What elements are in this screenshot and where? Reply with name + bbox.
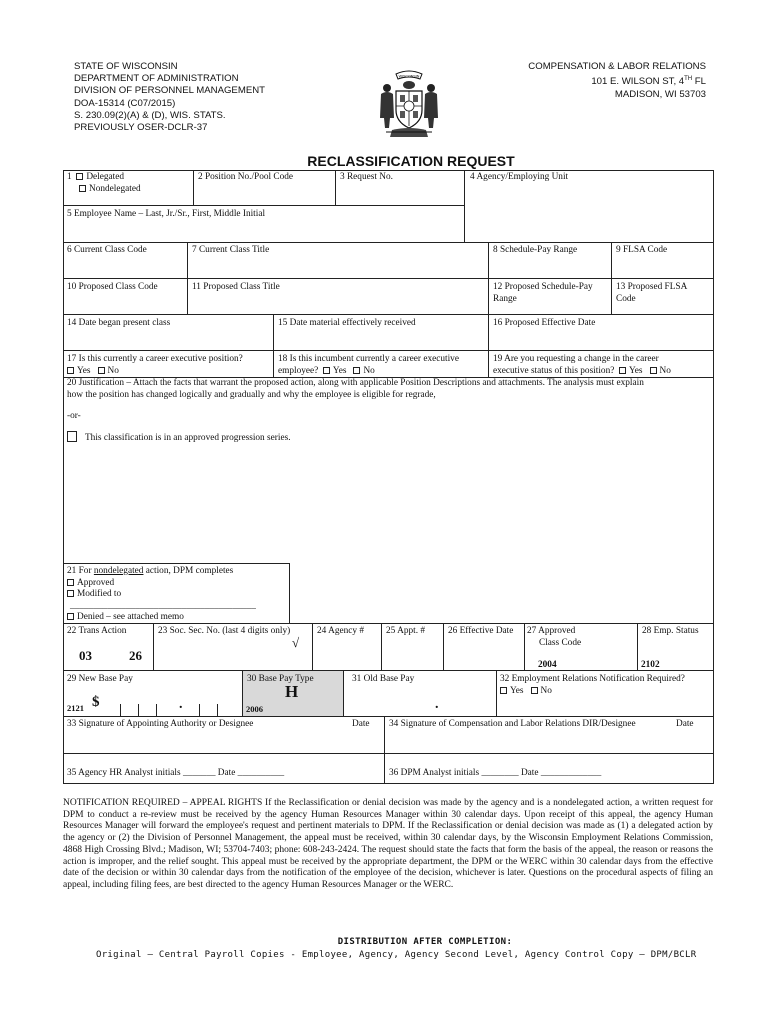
field-4-label: 4 Agency/Employing Unit (470, 172, 569, 182)
field-20-series[interactable]: This classification is in an approved progression series. (67, 431, 291, 445)
field-6-label: 6 Current Class Code (67, 245, 147, 255)
field-19-label: 19 Are you requesting a change in the career executive status of this position? Yes No (493, 354, 671, 376)
grid-line (63, 350, 714, 351)
field-34-date: Date (676, 719, 694, 729)
field-5-label: 5 Employee Name – Last, Jr./Sr., First, Middle Initial (67, 209, 266, 219)
checkbox-icon[interactable] (67, 367, 74, 374)
field-30-value: H (285, 682, 299, 701)
header-left-line: DEPARTMENT OF ADMINISTRATION (74, 73, 239, 85)
grid-line (384, 716, 385, 783)
dollar-sign: $ (92, 694, 100, 710)
header-right-line: COMPENSATION & LABOR RELATIONS (528, 61, 706, 72)
checkbox-icon[interactable] (76, 173, 83, 180)
grid-line (637, 623, 638, 670)
field-24-label: 24 Agency # (317, 626, 364, 636)
field-3-label: 3 Request No. (340, 172, 393, 182)
field-16-label: 16 Proposed Effective Date (493, 318, 596, 328)
grid-line (524, 623, 525, 670)
grid-line (153, 623, 154, 670)
grid-line (187, 242, 188, 314)
field-2-label: 2 Position No./Pool Code (198, 172, 294, 182)
field-20-or: -or- (67, 411, 81, 421)
field-23-label: 23 Soc. Sec. No. (last 4 digits only) (158, 626, 291, 636)
field-12-label: 12 Proposed Schedule-Pay Range (493, 282, 593, 304)
grid-line (343, 670, 344, 716)
field-27-code: 2004 (538, 660, 557, 670)
checkbox-icon[interactable] (531, 687, 538, 694)
grid-line (611, 242, 612, 314)
grid-line (381, 623, 382, 670)
grid-line (138, 704, 139, 716)
field-33-date: Date (352, 719, 370, 729)
checkbox-icon[interactable] (353, 367, 360, 374)
header-left-line: DOA-15314 (C07/2015) (74, 97, 176, 109)
distribution-title: DISTRIBUTION AFTER COMPLETION: (337, 937, 513, 947)
field-15-label: 15 Date material effectively received (278, 318, 416, 328)
grid-line (217, 704, 218, 716)
grid-line (63, 563, 289, 564)
grid-line (464, 170, 465, 242)
grid-line (713, 170, 714, 783)
checkbox-icon[interactable] (619, 367, 626, 374)
header-left-line: STATE OF WISCONSIN (74, 61, 178, 72)
checkbox-icon[interactable] (67, 579, 74, 586)
field-17-label: 17 Is this currently a career executive position? Yes No (67, 354, 243, 376)
field-1-nondelegated[interactable]: Nondelegated (79, 184, 141, 196)
grid-line (63, 205, 464, 206)
field-8-label: 8 Schedule-Pay Range (493, 245, 578, 255)
field-22-value-2: 26 (129, 648, 142, 663)
checkbox-icon[interactable] (650, 367, 657, 374)
field-30-label: 30 Base Pay Type (247, 674, 314, 684)
decimal-point: . (179, 697, 183, 712)
appeal-rights-notice: NOTIFICATION REQUIRED – APPEAL RIGHTS If the Reclassification or denial decision was made by the agency and is a nondelegated action, a written request for DPM to conduct a re-review must be received by the agency Human Resources Manager within 30 calendar days. Upon receipt of this appeal, the agency Human Resources Manager will forward the employee's request and pertinent materials to DPM. If the Reclassification or denial decision was made as (1) a delegated action by the agency or (2) the Division of Personnel Management, the appeal must be received, within 30 calendar days, by the Wisconsin Employment Relations Commission, 4868 High Crossing Blvd.; Madison, WI; 53704-7403; phone: 608-243-2424. The request should state the facts that form the basis of the appeal, the reason or reasons the action is improper, and the relief sought. This appeal must be received by the appropriate department, the DPM or the WERC within 30 calendar days from the effective date of the decision or within 30 calendar days from the notification of the employee of the decision, whichever is later. Questions on the procedural aspects of filing an appeal, including filing fees, are best directed to the agency Human Resources Manager or the WERC. (63, 798, 713, 890)
field-25-label: 25 Appt. # (386, 626, 425, 636)
grid-line (63, 314, 714, 315)
field-18-label: 18 Is this incumbent currently a career executive employee? Yes No (278, 354, 459, 376)
header-right-line: MADISON, WI 53703 (614, 88, 706, 100)
field-35-label: 35 Agency HR Analyst initials _______ Date __________ (67, 768, 285, 778)
field-13-label: 13 Proposed FLSA Code (616, 282, 688, 304)
grid-line (312, 623, 313, 670)
checkbox-icon[interactable] (79, 185, 86, 192)
checkbox-icon[interactable] (323, 367, 330, 374)
decimal-point: . (435, 697, 439, 712)
distribution-text: Original – Central Payroll Copies - Employee, Agency, Agency Second Level, Agency Control Copy – DPM/BCLR (96, 950, 697, 960)
checkbox-icon[interactable] (67, 613, 74, 620)
field-32-label: 32 Employment Relations Notification Required? Yes No (500, 674, 685, 696)
grid-line (335, 170, 336, 205)
header-left-line: PREVIOUSLY OSER-DCLR-37 (74, 122, 208, 134)
field-29-code: 2121 (67, 703, 84, 713)
grid-line (63, 170, 64, 783)
grid-line (273, 314, 274, 377)
checkbox-icon[interactable] (98, 367, 105, 374)
grid-line (156, 704, 157, 716)
field-29-label: 29 New Base Pay (67, 674, 133, 684)
grid-line (120, 704, 121, 716)
field-36-label: 36 DPM Analyst initials ________ Date _____________ (389, 768, 602, 778)
field-7-label: 7 Current Class Title (192, 245, 270, 255)
checkbox-icon[interactable] (67, 431, 77, 442)
field-28-code: 2102 (641, 660, 660, 670)
field-20-label: 20 Justification – Attach the facts that warrant the proposed action, along with applicable Position Descriptions and attachments. The analysis must explain how the position has changed logically and gradually and why the employee is eligible for regrade, (67, 378, 644, 400)
field-1-delegated[interactable]: 1 Delegated (67, 172, 124, 182)
checkbox-icon[interactable] (67, 590, 74, 597)
form-title: RECLASSIFICATION REQUEST (307, 153, 515, 169)
grid-line (289, 563, 290, 623)
grid-line (488, 242, 489, 377)
grid-line (63, 278, 714, 279)
grid-line (63, 753, 714, 754)
field-34-label: 34 Signature of Compensation and Labor Relations DIR/Designee (389, 719, 636, 729)
grid-line (63, 716, 714, 717)
grid-line (63, 670, 714, 671)
header-left-line: S. 230.09(2)(A) & (D), WIS. STATS. (74, 109, 226, 121)
check-mark-icon: √ (292, 635, 300, 650)
grid-line (199, 704, 200, 716)
field-21: 21 For nondelegated action, DPM completes Approved Modified to ________________________________________ Denied – see attached memo (67, 566, 256, 622)
field-27-label: 27 Approved Class Code (527, 626, 582, 648)
field-30-code: 2006 (246, 704, 263, 714)
grid-line (496, 670, 497, 716)
grid-line (443, 623, 444, 670)
field-26-label: 26 Effective Date (448, 626, 514, 636)
svg-text:WISCONSIN: WISCONSIN (398, 74, 420, 79)
field-22-value-1: 03 (79, 648, 92, 663)
header-right-line: 101 E. WILSON ST, 4TH FL (591, 76, 706, 88)
grid-line (193, 170, 194, 205)
grid-line (63, 170, 714, 171)
field-28-label: 28 Emp. Status (642, 626, 699, 636)
grid-line (63, 242, 714, 243)
field-9-label: 9 FLSA Code (616, 245, 668, 255)
field-31-label: 31 Old Base Pay (352, 674, 415, 684)
field-10-label: 10 Proposed Class Code (67, 282, 158, 292)
header-left-line: DIVISION OF PERSONNEL MANAGEMENT (74, 85, 266, 97)
checkbox-icon[interactable] (500, 687, 507, 694)
grid-line (63, 783, 714, 784)
field-33-label: 33 Signature of Appointing Authority or Designee (67, 719, 254, 729)
field-14-label: 14 Date began present class (67, 318, 171, 328)
field-22-label: 22 Trans Action (67, 626, 127, 636)
field-11-label: 11 Proposed Class Title (192, 282, 280, 292)
